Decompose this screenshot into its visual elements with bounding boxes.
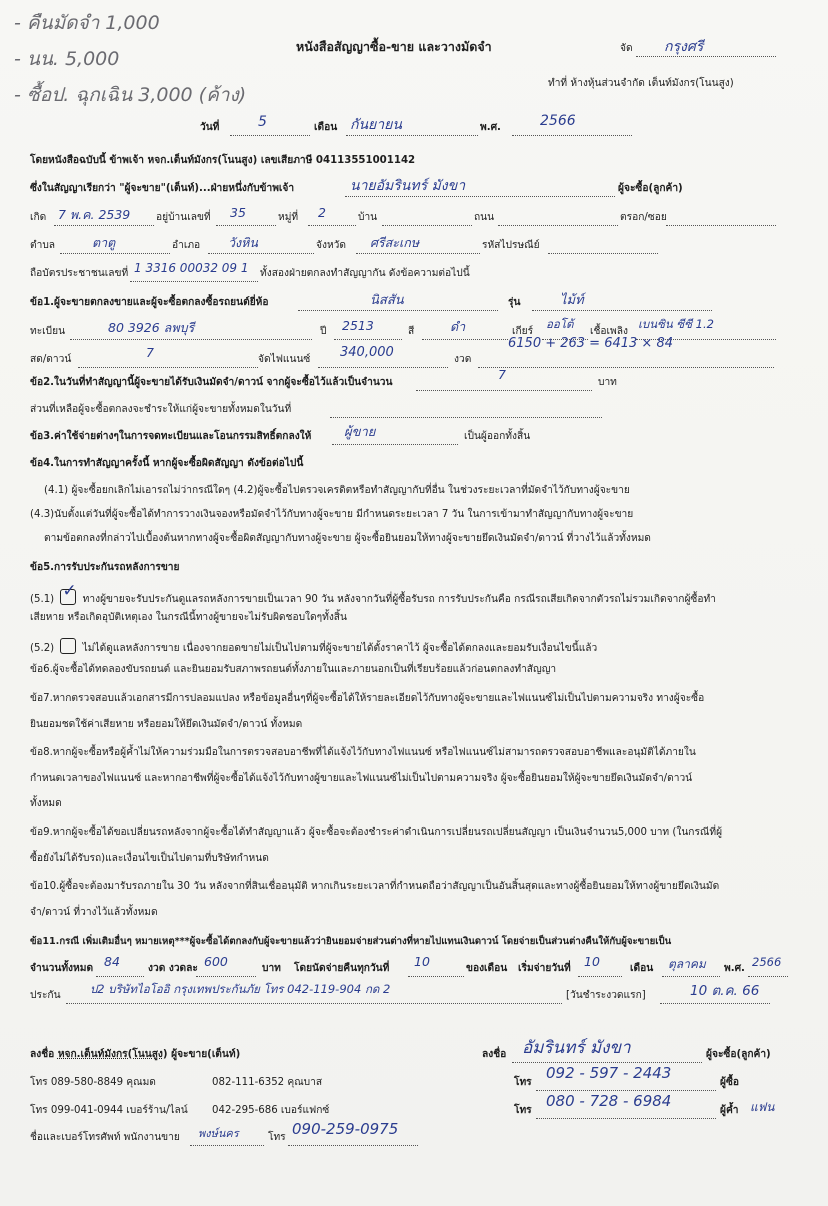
id-line xyxy=(130,281,258,282)
phone-line: 042-295-686 เบอร์แฟกซ์ xyxy=(212,1105,330,1116)
start-year-value: 2566 xyxy=(752,955,782,969)
pay-day-label: โดยนัดจ่ายคืนทุกวันที่ xyxy=(294,963,390,974)
guarantor-note: แฟน xyxy=(750,1100,775,1114)
brand-value: นิสสัน xyxy=(370,293,404,308)
born-value: 7 พ.ค. 2539 xyxy=(58,207,131,222)
buyer-tel-value: 092 - 597 - 2443 xyxy=(546,1064,672,1082)
buyer-tel-role: ผู้ซื้อ xyxy=(720,1077,740,1088)
clause8-text: กำหนดเวลาของไฟแนนซ์ และหากอาชีพที่ผู้จะซื้อได้แจ้งไว้กับทางผู้ขายและไฟแนนซ์ไม่เป็นไปตามความจริง ผู้จะซื้อยินยอมให้ผู้จะขายยึดเงินมัดจำ/ดาวน์ xyxy=(30,773,693,784)
color-value: ดำ xyxy=(450,319,466,334)
moo-line xyxy=(308,225,356,226)
start-year-label: พ.ศ. xyxy=(724,963,745,974)
year-line xyxy=(512,135,632,136)
guarantor-tel-label: โทร xyxy=(514,1105,532,1116)
option-text: ไม่ได้ดูแลหลังการขาย เนื่องจากยอดขายไม่เป็นไปตามที่ผู้จะขายได้ตั้งราคาไว้ ผู้จะซื้อได้ตกลงและยอมรับเงื่อนไขนี้แล้ว xyxy=(82,643,598,654)
first-due-label: [วันชำระงวดแรก] xyxy=(566,990,646,1001)
car-year-value: 2513 xyxy=(342,318,374,333)
clause11-text: ข้อ11.กรณี เพิ่มเติมอื่นๆ หมายเหตุ***ผู้จะซื้อได้ตกลงกับผู้จะขายแล้วว่ายินยอมจ่ายส่วนต่างที่หายไปแทนเงินดาวน์ โดยจ่ายเป็นส่วนต่างคืนให้กับผู้จะขายเป็น xyxy=(30,936,672,947)
clause4-title: ข้อ4.ในการทำสัญญาครั้งนี้ หากผู้จะซื้อผิดสัญญา ดังข้อต่อไปนี้ xyxy=(30,458,304,469)
check-icon: ✓ xyxy=(62,581,77,601)
finance-label: จัดไฟแนนซ์ xyxy=(258,354,311,365)
insurance-line xyxy=(66,1003,562,1004)
day-label: วันที่ xyxy=(200,122,220,133)
postcode-label: รหัสไปรษณีย์ xyxy=(482,240,540,251)
guarantor-tel-value: 080 - 728 - 6984 xyxy=(546,1092,672,1110)
remaining-text: ส่วนที่เหลือผู้จะซื้อตกลงจะชำระให้แก่ผู้จะขายทั้งหมดในวันที่ xyxy=(30,404,292,415)
payer-line xyxy=(332,444,458,445)
fuel-value: เบนซิน ซีซี 1.2 xyxy=(638,317,714,331)
tambon-value: ตาตู xyxy=(92,235,116,250)
phone-line: 082-111-6352 คุณบาส xyxy=(212,1077,323,1088)
pay-day-value: 10 xyxy=(414,954,430,969)
reg-line xyxy=(70,339,312,340)
postcode-line xyxy=(548,253,658,254)
color-label: สี xyxy=(408,326,415,337)
no-warranty-checkbox[interactable] xyxy=(60,638,76,654)
born-line xyxy=(54,225,154,226)
amphoe-value: วังหิน xyxy=(228,235,258,250)
buyer-tel-label: โทร xyxy=(514,1077,532,1088)
sales-label: ชื่อและเบอร์โทรศัพท์ พนักงานขาย xyxy=(30,1132,180,1143)
car-year-label: ปี xyxy=(320,326,327,337)
sales-tel-value: 090-259-0975 xyxy=(292,1120,399,1138)
clause9-text: ข้อ9.หากผู้จะซื้อได้ขอเปลี่ยนรถหลังจากผู้จะซื้อได้ทำสัญญาแล้ว ผู้จะซื้อจะต้องชำระค่าดำเนินการเปลี่ยนรถเปลี่ยนสัญญา เป็นเงินจำนวน5,000 บาท (ในกรณีที่ผู้ xyxy=(30,827,723,838)
buyer-sign-label: ลงชื่อ xyxy=(482,1049,507,1060)
house-label: อยู่บ้านเลขที่ xyxy=(156,212,211,223)
soi-line xyxy=(666,225,776,226)
clause5-1 xyxy=(30,581,716,607)
phone-line: โทร 099-041-0944 เบอร์ร้าน/ไลน์ xyxy=(30,1105,188,1116)
brand-line xyxy=(298,310,498,311)
gear-label: เกียร์ xyxy=(512,326,534,337)
clause6-text: ข้อ6.ผู้จะซื้อได้ทดลองขับรถยนต์ และยินยอมรับสภาพรถยนต์ทั้งภายในและภายนอกเป็นที่เรียบร้อยแล้วก่อนตกลงทำสัญญา xyxy=(30,664,557,675)
seller-name: หจก.เต็นท์มังกร(โนนสูง) xyxy=(57,1049,168,1060)
id-suffix: ทั้งสองฝ่ายตกลงทำสัญญากัน ดังข้อความต่อไปนี้ xyxy=(260,268,470,279)
buyer-tel-line xyxy=(536,1090,716,1091)
house-line xyxy=(216,225,276,226)
deposit-unit: บาท xyxy=(598,377,617,388)
deposit-value: 7 xyxy=(498,367,506,382)
day-value: 5 xyxy=(258,114,267,130)
document-title: หนังสือสัญญาซื้อ-ขาย และวางมัดจำ xyxy=(296,39,492,54)
start-label: เริ่มจ่ายวันที่ xyxy=(518,963,571,974)
start-year-line xyxy=(748,976,788,977)
color-line xyxy=(422,339,508,340)
place-line: ทำที่ ห้างหุ้นส่วนจำกัด เต็นท์มังกร(โนนสูง) xyxy=(548,78,734,89)
seller-role: ผู้จะขาย(เต็นท์) xyxy=(171,1049,241,1060)
sales-tel-label: โทร xyxy=(268,1132,286,1143)
clause1-text: ข้อ1.ผู้จะขายตกลงขายและผู้จะซื้อตกลงซื้อรถยนต์ยี่ห้อ xyxy=(30,297,269,308)
first-due-line xyxy=(660,1003,770,1004)
buyer-signature: อัมรินทร์ มังขา xyxy=(522,1038,631,1058)
model-line xyxy=(532,310,712,311)
clause3-suffix: เป็นผู้ออกทั้งสิ้น xyxy=(464,431,531,442)
clause8-text: ทั้งหมด xyxy=(30,798,62,809)
reg-label: ทะเบียน xyxy=(30,326,66,337)
month-value: กันยายน xyxy=(350,117,402,133)
intro-party: ซึ่งในสัญญาเรียกว่า "ผู้จะขาย"(เต็นท์)...ฝ่ายหนึ่งกับข้าพเจ้า xyxy=(30,183,295,194)
sales-tel-line xyxy=(288,1145,418,1146)
buyer-role: ผู้จะซื้อ(ลูกค้า) xyxy=(618,183,683,194)
total-label: จำนวนทั้งหมด xyxy=(30,963,94,974)
clause9-text: ซื้อยังไม่ได้รับรถ)และเงื่อนไขเป็นไปตามที่บริษัทกำหนด xyxy=(30,853,269,864)
installment-value: 6150 + 263 = 6413 × 84 xyxy=(508,336,673,351)
sign-label: ลงชื่อ xyxy=(30,1049,55,1060)
clause5-text: เสียหาย หรือเกิดอุบัติเหตุเอง ในกรณีนี้ทางผู้ขายจะไม่รับผิดชอบใดๆทั้งสิ้น xyxy=(30,612,347,623)
year-label: พ.ศ. xyxy=(480,122,501,133)
finance-value: 340,000 xyxy=(340,345,394,360)
installment-label: งวด xyxy=(454,354,472,365)
id-label: ถือบัตรประชาชนเลขที่ xyxy=(30,268,129,279)
sales-name: พงษ์นคร xyxy=(198,1127,239,1140)
house-value: 35 xyxy=(230,205,246,220)
seller-signature-block xyxy=(30,1048,240,1062)
payer-value: ผู้ขาย xyxy=(344,425,376,440)
insurance-label: ประกัน xyxy=(30,990,61,1001)
tambon-line xyxy=(60,253,170,254)
year-value: 2566 xyxy=(540,113,576,129)
model-label: รุ่น xyxy=(508,297,521,308)
province-line xyxy=(636,56,776,57)
pencil-note: - นน. 5,000 xyxy=(14,48,120,70)
start-day-value: 10 xyxy=(584,954,600,969)
insurance-value: ป2 บริษัทไอโออิ กรุงเทพประกันภัย โทร 042-119-904 กด 2 xyxy=(90,982,391,996)
start-day-line xyxy=(578,976,622,977)
installment-line xyxy=(478,367,774,368)
moo-value: 2 xyxy=(318,205,326,220)
total-value: 84 xyxy=(104,954,120,969)
option-number: (5.2) xyxy=(30,643,55,654)
day-line xyxy=(230,135,310,136)
soi-label: ตรอก/ซอย xyxy=(620,212,667,223)
moo-label: หมู่ที่ xyxy=(278,212,299,223)
clause3-text: ข้อ3.ค่าใช้จ่ายต่างๆในการจดทะเบียนและโอนกรรมสิทธิ์ตกลงให้ xyxy=(30,431,312,442)
clause5-title: ข้อ5.การรับประกันรถหลังการขาย xyxy=(30,562,180,573)
option-text: ทางผู้ขายจะรับประกันดูแลรถหลังการขายเป็นเวลา 90 วัน หลังจากวันที่ผู้ซื้อรับรถ การรับประกันคือ กรณีรถเสียเกิดจากตัวรถไม่รวมเกิดจากผู้ซื้อทำ xyxy=(82,594,716,605)
model-value: ไม้ท์ xyxy=(560,293,584,308)
clause10-text: จำ/ดาวน์ ที่วางไว้แล้วทั้งหมด xyxy=(30,907,158,918)
month-label: เดือน xyxy=(314,122,338,133)
sales-name-line xyxy=(190,1145,264,1146)
clause4-text: (4.3)นับตั้งแต่วันที่ผู้จะซื้อได้ทำการวางเงินจองหรือมัดจำไว้กับทางผู้จะขาย มีกำหนดระยะเวลา 7 วัน ในการเข้ามาทำสัญญากับทางผู้จะขาย xyxy=(30,509,634,520)
province-field-value: ศรีสะเกษ xyxy=(370,235,420,250)
down-label: สด/ดาวน์ xyxy=(30,354,72,365)
clause10-text: ข้อ10.ผู้ซื้อจะต้องมารับรถภายใน 30 วัน หลังจากที่สินเชื่ออนุมัติ หากเกินระยะเวลาที่กำหนดถือว่าสัญญาเป็นอันสิ้นสุดและทางผู้ซื้อยินยอมให้ทางผู้ขายยึดเงินมัด xyxy=(30,881,720,892)
road-line xyxy=(498,225,618,226)
province-label: จัด xyxy=(620,43,633,54)
start-month-label: เดือน xyxy=(630,963,654,974)
month-each-label: ของเดือน xyxy=(466,963,508,974)
guarantor-tel-line xyxy=(536,1118,716,1119)
amphoe-line xyxy=(208,253,314,254)
province-field-label: จังหวัด xyxy=(316,240,346,251)
per-line xyxy=(196,976,256,977)
car-year-line xyxy=(334,339,402,340)
remaining-line xyxy=(330,417,602,418)
tambon-label: ตำบล xyxy=(30,240,56,251)
province-field-line xyxy=(356,253,480,254)
buyer-sign-role: ผู้จะซื้อ(ลูกค้า) xyxy=(706,1049,771,1060)
per-label: งวด งวดละ xyxy=(148,963,198,974)
pencil-note: - คืนมัดจำ 1,000 xyxy=(14,12,160,34)
intro-line: โดยหนังสือฉบับนี้ ข้าพเจ้า หจก.เต็นท์มังกร(โนนสูง) เลขเสียภาษี 04113551001142 xyxy=(30,155,416,166)
buyer-name: นายอัมรินทร์ มังขา xyxy=(350,178,466,194)
pay-day-line xyxy=(408,976,464,977)
pencil-note: - ซื้อป. ฉุกเฉิน 3,000 (ค้าง) xyxy=(14,84,247,106)
clause8-text: ข้อ8.หากผู้จะซื้อหรือผู้ค้ำไม่ให้ความร่วมมือในการตรวจสอบอาชีพที่ได้แจ้งไว้กับทางไฟแนนซ์ หรือไฟแนนซ์ไม่สามารถตรวจสอบอาชีพและอนุมัติได้ภายใน xyxy=(30,747,696,758)
buyer-sign-line xyxy=(512,1062,702,1063)
clause7-text: ยินยอมชดใช้ค่าเสียหาย หรือยอมให้ยึดเงินมัดจำ/ดาวน์ ทั้งหมด xyxy=(30,719,303,730)
option-number: (5.1) xyxy=(30,594,55,605)
village-line xyxy=(382,225,472,226)
total-line xyxy=(96,976,144,977)
guarantor-tel-role: ผู้ค้ำ xyxy=(720,1105,739,1116)
deposit-line xyxy=(416,390,592,391)
finance-line xyxy=(318,367,448,368)
amphoe-label: อำเภอ xyxy=(172,240,201,251)
province-value: กรุงศรี xyxy=(664,39,704,55)
baht-label: บาท xyxy=(262,963,281,974)
down-value: 7 xyxy=(146,345,154,360)
fuel-label: เชื้อเพลิง xyxy=(590,326,628,337)
start-month-line xyxy=(662,976,720,977)
road-label: ถนน xyxy=(474,212,495,223)
gear-value: ออโต้ xyxy=(546,317,574,331)
clause4-text: (4.1) ผู้จะซื้อยกเลิกไม่เอารถไม่ว่ากรณีใดๆ (4.2)ผู้จะซื้อไปตรวจเครดิตหรือทำสัญญากับที่อื่น ในช่วงระยะเวลาที่มัดจำไว้กับทางผู้จะขาย xyxy=(44,485,630,496)
id-value: 1 3316 00032 09 1 xyxy=(134,261,249,275)
clause7-text: ข้อ7.หากตรวจสอบแล้วเอกสารมีการปลอมแปลง หรือข้อมูลอื่นๆที่ผู้จะซื้อได้ให้รายละเอียดไว้กับทางผู้จะขายและไฟแนนซ์ไม่เป็นไปตามความจริง ทางผู้จะซื้อ xyxy=(30,693,705,704)
village-label: บ้าน xyxy=(358,212,378,223)
clause4-text: ตามข้อตกลงที่กล่าวไปเบื้องต้นหากทางผู้จะซื้อผิดสัญญากับทางผู้จะขาย ผู้จะซื้อยินยอมให้ทางผู้จะขายยึดเงินมัดจำ/ดาวน์ ที่วางไว้แล้วทั้งหมด xyxy=(44,533,651,544)
start-month-value: ตุลาคม xyxy=(668,957,706,971)
first-due-value: 10 ต.ค. 66 xyxy=(690,983,760,999)
born-label: เกิด xyxy=(30,212,47,223)
down-line xyxy=(78,367,258,368)
clause2-text: ข้อ2.ในวันที่ทำสัญญานี้ผู้จะขายได้รับเงินมัดจำ/ดาวน์ จากผู้จะซื้อไว้แล้วเป็นจำนวน xyxy=(30,377,393,388)
warranty-checkbox-checked[interactable] xyxy=(60,581,77,605)
per-value: 600 xyxy=(204,954,228,969)
clause5-2 xyxy=(30,638,597,656)
phone-line: โทร 089-580-8849 คุณมด xyxy=(30,1077,156,1088)
reg-value: 80 3926 ลพบุรี xyxy=(108,320,195,335)
